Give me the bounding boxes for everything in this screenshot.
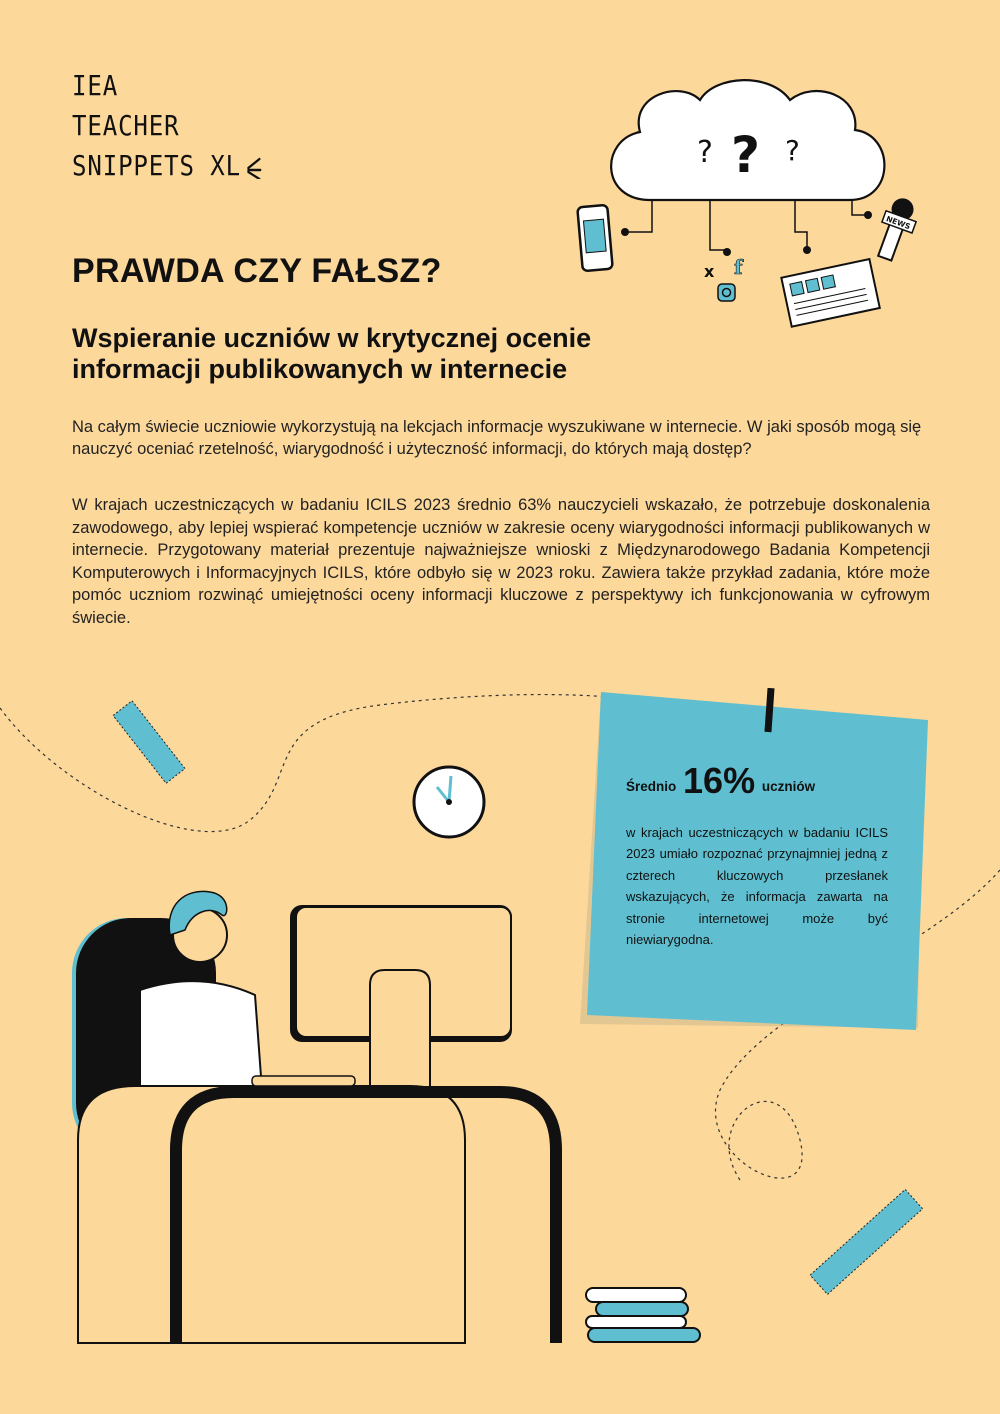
exclamation-left-icon xyxy=(113,701,185,784)
microphone-icon xyxy=(871,194,923,264)
body-paragraph: W krajach uczestniczących w badaniu ICILS 2023 średnio 63% nauczycieli wskazało, że potrzebuje doskonalenia zawodowego, aby lepiej wspierać kompetencje uczniów w zakresie oceny wiarygodności informacji publikowanych w internecie. Przygotowany materiał prezentuje najważniejsze wnioski z Międzynarodowego Badania Kompetencji Komputerowych i Informacyjnych ICILS, które odbyło się w 2023 roku. Zawiera także przykład zadania, które może pomóc uczniom rozwinąć umiejętności oceny informacji kluczowe z perspektywy ich funkcjonowania w cyfrowym świecie. xyxy=(72,496,930,627)
page-title: PRAWDA CZY FAŁSZ? xyxy=(72,252,442,290)
stat-value: 16% xyxy=(683,760,756,801)
clock-icon xyxy=(414,767,484,837)
books-stack xyxy=(586,1288,700,1342)
logo-line-1: IEA xyxy=(72,69,119,102)
logo-line-2: TEACHER xyxy=(72,109,180,142)
facebook-icon: f xyxy=(734,255,743,279)
smartphone-icon xyxy=(577,205,612,271)
stat-prefix: Średnio xyxy=(626,779,677,794)
page-subtitle: Wspieranie uczniów w krytycznej ocenie informacji publikowanych w internecie xyxy=(72,323,592,384)
logo-line-3: SNIPPETS XL xyxy=(72,149,241,182)
stat-note xyxy=(626,760,888,951)
svg-text:?: ? xyxy=(731,126,761,184)
intro-paragraph: Na całym świecie uczniowie wykorzystują na lekcjach informacje wyszukiwane w internecie. W jaki sposób mogą się nauczyć oceniać rzetelność, wiarygodność i użyteczność informacji, do których mają dostęp? xyxy=(72,418,922,458)
exclamation-right-icon xyxy=(810,1189,923,1294)
newspaper-icon xyxy=(781,259,879,327)
desk xyxy=(78,1076,556,1343)
stat-headline xyxy=(626,760,888,801)
instagram-icon xyxy=(718,284,735,301)
dashed-path-left xyxy=(0,695,640,832)
svg-text:?: ? xyxy=(697,135,713,170)
x-icon: x xyxy=(704,262,715,281)
stat-suffix: uczniów xyxy=(761,779,816,794)
svg-text:?: ? xyxy=(785,134,800,167)
stat-description: w krajach uczestniczących w badaniu ICILS 2023 umiało rozpoznać przynajmniej jedną z czterech kluczowych przesłanek wskazujących, że informacja zawarta na stronie internetowej może być niewiarygodna. xyxy=(626,824,888,947)
news-label: NEWS xyxy=(884,214,912,232)
